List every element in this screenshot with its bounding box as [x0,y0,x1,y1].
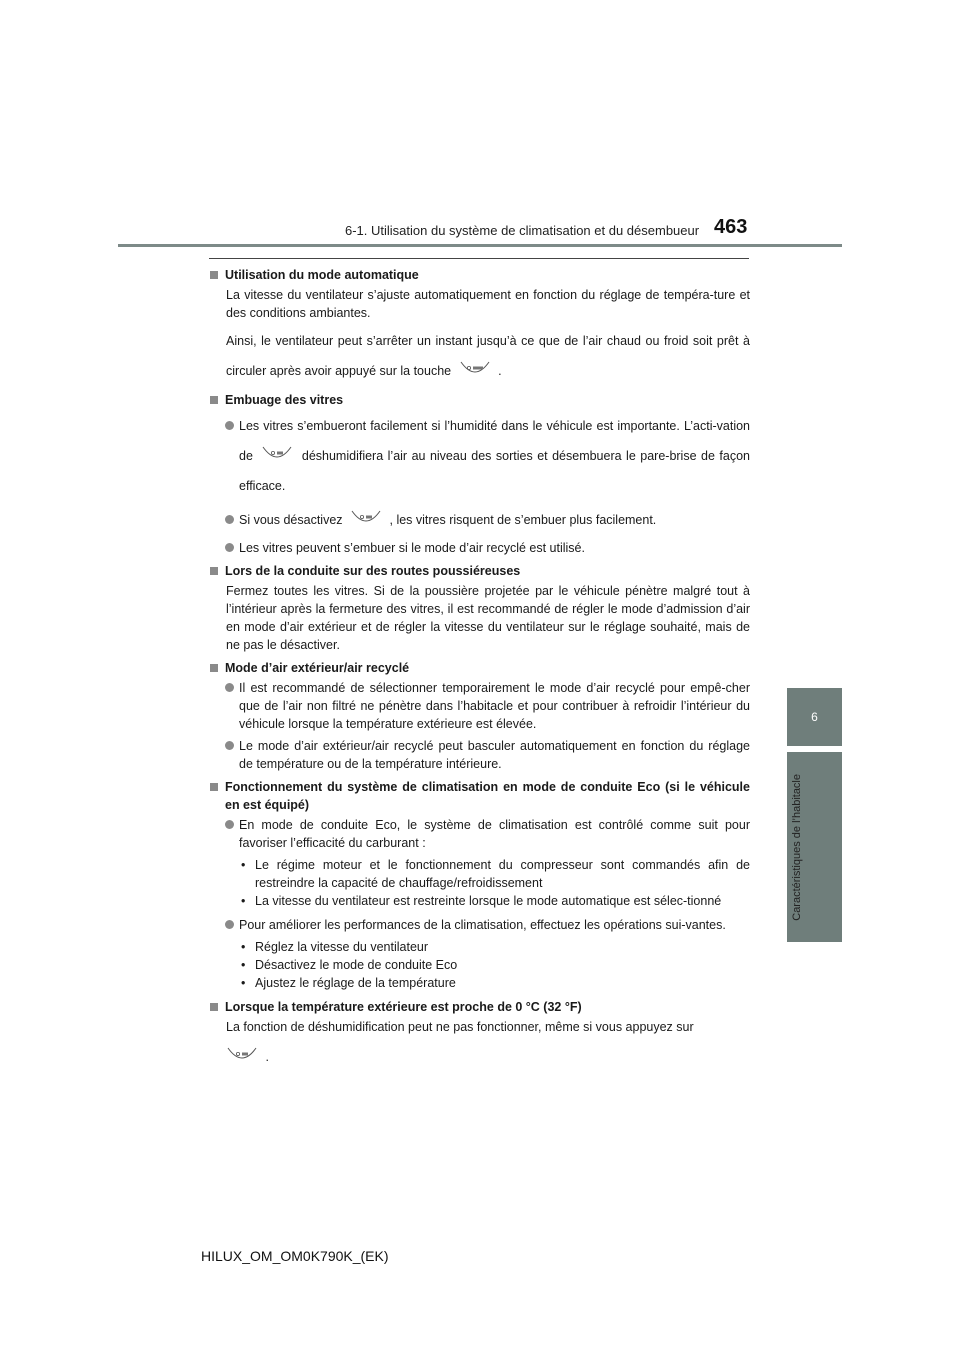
chapter-title: Caractéristiques de l’habitacle [791,773,803,921]
auto-button-icon [459,360,491,380]
section-heading [209,778,750,814]
sub-item-text: La vitesse du ventilateur est restreinte lorsque le mode automatique est sélec-tionné [255,894,722,908]
bullet-item [209,539,750,557]
bullet-item [209,737,750,773]
bullet-text: En mode de conduite Eco, le système de climatisation est contrôlé comme suit pour favoriser l’efficacité du carburant : [239,818,750,850]
paragraph: La fonction de déshumidification peut ne pas fonctionner, même si vous appuyez sur [226,1020,694,1034]
sub-item-text: Ajustez le réglage de la température [255,976,456,990]
sub-item-text: Désactivez le mode de conduite Eco [255,958,458,972]
header-rule [118,244,842,247]
ac-button-icon [261,445,293,465]
paragraph [209,326,750,386]
section-dusty-roads [209,562,750,654]
bullet-text: Les vitres peuvent s’embuer si le mode d’air recyclé est utilisé. [239,541,585,555]
sub-list [209,938,750,992]
content-body [209,266,750,1071]
round-bullet-icon [225,683,234,692]
content-top-rule [209,258,749,259]
bullet-text: , les vitres risquent de s’embuer plus facilement. [389,513,657,527]
round-bullet-icon [225,820,234,829]
square-bullet-icon [210,783,218,791]
round-bullet-icon [225,421,234,430]
section-heading [209,562,750,580]
sub-list-item: • Désactivez le mode de conduite Eco [241,958,458,972]
sub-list-item: • La vitesse du ventilateur est restreinte lorsque le mode automatique est sélec-tionné [241,894,722,908]
heading-text: Lors de la conduite sur des routes poussiéreuses [225,564,521,578]
bullet-text: déshumidifiera l’air au niveau des sorties et désembuera le pare-brise de façon efficace. [239,449,750,493]
square-bullet-icon [210,1003,218,1011]
paragraph-text: . [265,1050,269,1064]
section-eco-mode [209,778,750,992]
heading-text: Lorsque la température extérieure est proche de 0 °C (32 °F) [225,1000,582,1014]
bullet-item [209,916,750,934]
section-heading [209,391,750,409]
section-heading [209,266,750,284]
bullet-text: Les vitres s’embueront facilement si l’humidité dans le véhicule est importante. L’acti-vation de [239,419,750,463]
bullet-text: Il est recommandé de sélectionner temporairement le mode d’air recyclé pour empê-cher que de l’air non filtré ne pénètre dans l’habitacle et pour contribuer à refroidir l’intérieur du véhicule lorsque la température extérieure est élevée. [239,681,750,731]
square-bullet-icon [210,271,218,279]
paragraph: La vitesse du ventilateur s’ajuste automatiquement en fonction du réglage de tempéra-ture et des conditions ambiantes. [226,288,750,320]
bullet-text: Le mode d’air extérieur/air recyclé peut basculer automatiquement en fonction du réglage de température ou de la température intérieure. [239,739,750,771]
chapter-number-tab [787,688,842,746]
paragraph-text: . [498,364,502,378]
document-code: HILUX_OM_OM0K790K_(EK) [201,1248,389,1264]
chapter-number: 6 [811,710,818,724]
square-bullet-icon [210,664,218,672]
bullet-item [209,816,750,852]
sub-list-item: • Réglez la vitesse du ventilateur [241,940,429,954]
ac-button-icon [350,509,382,529]
heading-text: Mode d’air extérieur/air recyclé [225,661,410,675]
section-air-mode [209,659,750,773]
section-heading [209,998,750,1016]
header-title: 6-1. Utilisation du système de climatisation et du désembueur [345,223,700,238]
sub-list-item: • Ajustez le réglage de la température [241,976,456,990]
heading-text: Utilisation du mode automatique [225,268,419,282]
bullet-text: Pour améliorer les performances de la climatisation, effectuez les opérations sui-vantes. [239,918,726,932]
sub-item-text: Le régime moteur et le fonctionnement du compresseur sont commandés afin de restreindre la capacité de chauffage/refroidissement [255,858,750,890]
section-fogging [209,391,750,557]
paragraph [209,1040,750,1066]
page-number: 463 [714,216,748,238]
section-low-temperature [209,998,750,1066]
paragraph-text: Ainsi, le ventilateur peut s’arrêter un instant jusqu’à ce que de l’air chaud ou froid soit prêt à circuler après avoir appuyé sur la touche [226,334,750,378]
sub-item-text: Réglez la vitesse du ventilateur [255,940,429,954]
heading-text: Fonctionnement du système de climatisation en mode de conduite Eco (si le véhicule en est équipé) [225,780,750,812]
bullet-item [209,505,750,535]
paragraph: Fermez toutes les vitres. Si de la poussière projetée par le véhicule pénètre malgré tout à l’intérieur après la fermeture des vitres, il est recommandé de régler le mode d’admission d’air en mode d’air extérieur et de régler la vitesse du ventilateur sur le réglage souhaité, mais de ne pas le désactiver. [226,584,750,652]
round-bullet-icon [225,543,234,552]
bullet-item [209,411,750,501]
square-bullet-icon [210,567,218,575]
round-bullet-icon [225,515,234,524]
sub-list-item: • Le régime moteur et le fonctionnement du compresseur sont commandés afin de restreindre la capacité de chauffage/refroidissement [241,858,750,890]
chapter-title-tab [784,752,810,942]
section-auto-mode [209,266,750,386]
round-bullet-icon [225,920,234,929]
sub-list [209,856,750,910]
bullet-item [209,679,750,733]
heading-text: Embuage des vitres [225,393,344,407]
ac-button-icon [226,1046,258,1066]
bullet-text: Si vous désactivez [239,513,343,527]
round-bullet-icon [225,741,234,750]
section-heading [209,659,750,677]
square-bullet-icon [210,396,218,404]
